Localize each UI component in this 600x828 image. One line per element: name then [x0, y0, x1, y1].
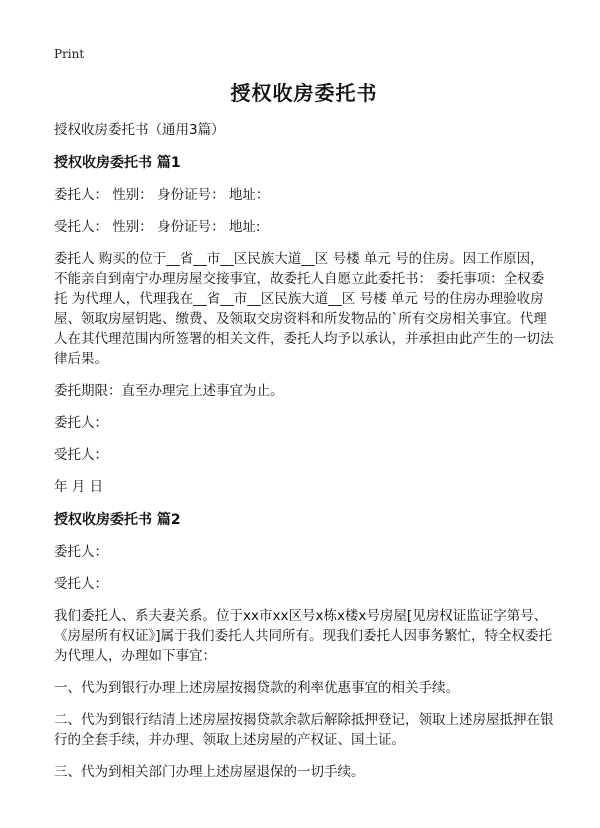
agent-signature-line: 受托人： — [54, 447, 108, 463]
section-heading-2: 授权收房委托书 篇2 — [54, 512, 181, 528]
agent-info-line: 受托人： 性别： 身份证号： 地址: — [54, 219, 261, 235]
task-item-3: 三、代为到相关部门办理上述房屋退保的一切手续。 — [54, 764, 365, 780]
entrustment-period: 委托期限：直至办理完上述事宜为止。 — [54, 383, 284, 399]
agent-line: 受托人： — [54, 576, 108, 592]
document-title: 授权收房委托书 — [230, 81, 378, 105]
entrustment-paragraph: 委托人 购买的位于__省__市__区民族大道__区 号楼 单元 号的住房。因工作原因，不能亲自到南宁办理房屋交接事宜，故委托人自愿立此委托书： 委托事项：全权委托 为代理人，代理我在__省__市__区民族大道__区 号楼 单元 号的住房办理验收房屋、领取房屋钥匙、缴费、及领取交房资料和所发物品的`所有交房相关事宜。代理人在其代理范围内所签署的相关文件，委托人均予以承认，并承担由此产生的一切法律后果。 — [54, 251, 554, 367]
principal-line: 委托人： — [54, 544, 108, 560]
document-body — [54, 76, 554, 782]
section-heading-1: 授权收房委托书 篇1 — [54, 155, 181, 171]
print-link[interactable]: Print — [54, 47, 85, 61]
principal-info-line: 委托人： 性别： 身份证号： 地址： — [54, 187, 270, 203]
date-line: 年 月 日 — [54, 479, 104, 495]
task-item-1: 一、代为到银行办理上述房屋按揭贷款的利率优惠事宜的相关手续。 — [54, 680, 459, 696]
ownership-paragraph: 我们委托人、系夫妻关系。位于xx市xx区号x栋x楼x号房屋[见房权证监证字第号、《房屋所有权证》]属于我们委托人共同所有。现我们委托人因事务繁忙，特全权委托为代理人，办理如下事宜： — [54, 608, 553, 664]
document-subtitle: 授权收房委托书（通用3篇） — [54, 122, 225, 138]
task-item-2: 二、代为到银行结清上述房屋按揭贷款余款后解除抵押登记，领取上述房屋抵押在银行的全套手续，并办理、领取上述房屋的产权证、国土证。 — [54, 712, 554, 748]
principal-signature-line: 委托人： — [54, 415, 108, 431]
